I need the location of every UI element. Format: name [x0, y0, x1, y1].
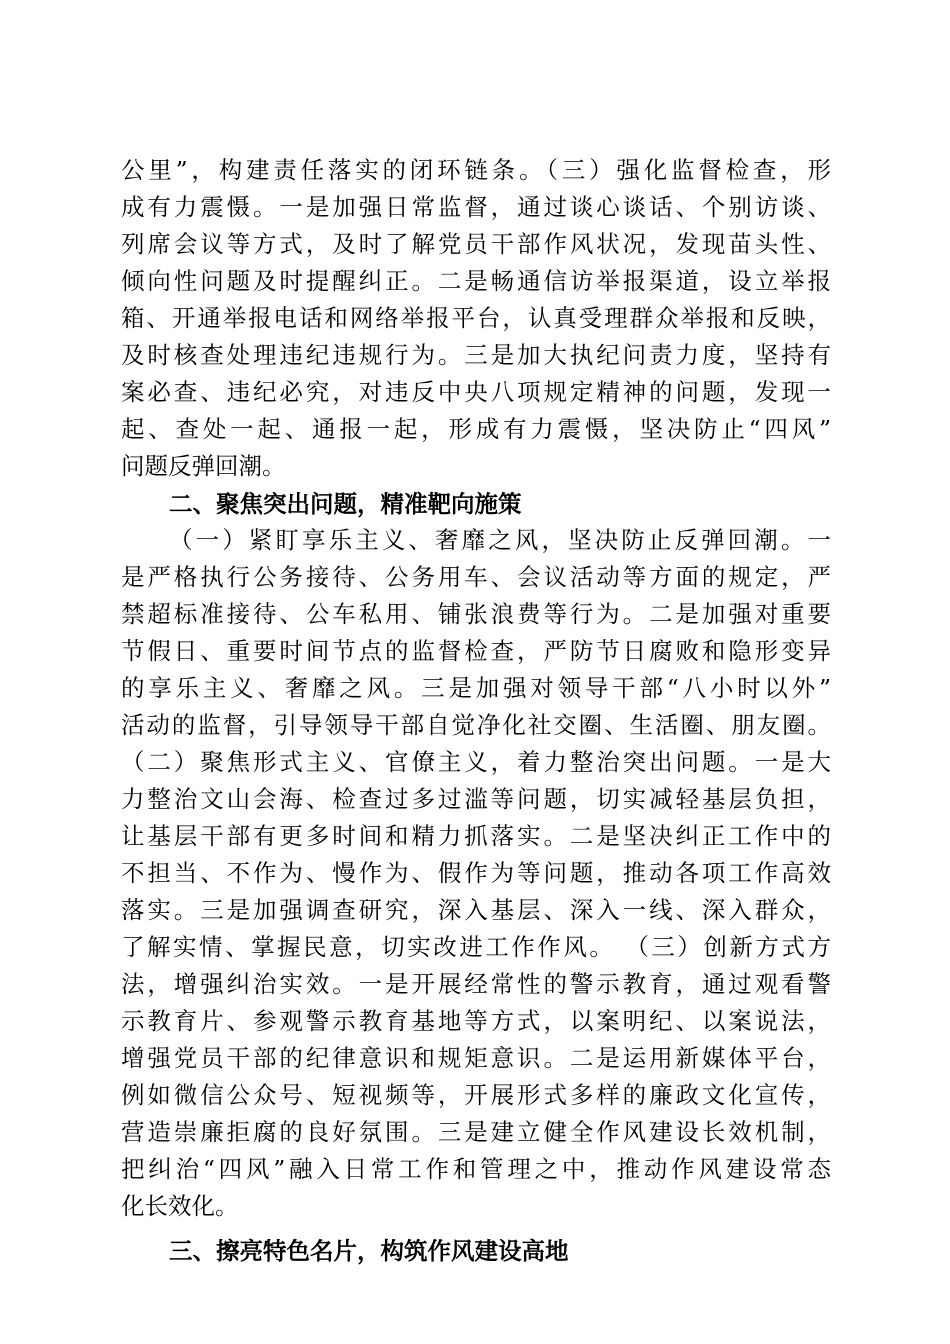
text-line: 的享乐主义、奢靡之风。三是加强对领导干部“八小时以外” [121, 674, 831, 702]
text-line: 节假日、重要时间节点的监督检查，严防节日腐败和隐形变异 [121, 637, 831, 665]
text-line: 把纠治“四风”融入日常工作和管理之中，推动作风建设常态 [121, 1155, 831, 1183]
text-line: 成有力震慑。一是加强日常监督，通过谈心谈话、个别访谈、 [121, 193, 831, 221]
section-heading-3: 三、擦亮特色名片，构筑作风建设高地 [169, 1237, 569, 1265]
text-line: 力整治文山会海、检查过多过滥等问题，切实减轻基层负担， [121, 785, 831, 813]
text-line: 列席会议等方式，及时了解党员干部作风状况，发现苗头性、 [121, 230, 831, 258]
text-line: （二）聚焦形式主义、官僚主义，着力整治突出问题。一是大 [121, 748, 831, 776]
text-line: 让基层干部有更多时间和精力抓落实。二是坚决纠正工作中的 [121, 822, 831, 850]
text-line: 禁超标准接待、公车私用、铺张浪费等行为。二是加强对重要 [121, 600, 831, 628]
text-line: 不担当、不作为、慢作为、假作为等问题，推动各项工作高效 [121, 859, 831, 887]
text-line: 法，增强纠治实效。一是开展经常性的警示教育，通过观看警 [121, 970, 831, 998]
text-line: （一）紧盯享乐主义、奢靡之风，坚决防止反弹回潮。一 [169, 526, 831, 554]
text-line: 营造崇廉拒腐的良好氛围。三是建立健全作风建设长效机制， [121, 1118, 831, 1146]
text-line: 箱、开通举报电话和网络举报平台，认真受理群众举报和反映， [121, 304, 831, 332]
text-line: 及时核查处理违纪违规行为。三是加大执纪问责力度，坚持有 [121, 341, 831, 369]
text-line: 增强党员干部的纪律意识和规矩意识。二是运用新媒体平台， [121, 1044, 831, 1072]
text-line: 倾向性问题及时提醒纠正。二是畅通信访举报渠道，设立举报 [121, 267, 831, 295]
section-heading-2: 二、聚焦突出问题，精准靶向施策 [169, 490, 522, 518]
text-line: 落实。三是加强调查研究，深入基层、深入一线、深入群众， [121, 896, 831, 924]
text-line: 活动的监督，引导领导干部自觉净化社交圈、生活圈、朋友圈。 [121, 711, 831, 739]
text-line: 了解实情、掌握民意，切实改进工作作风。 （三）创新方式方 [121, 933, 831, 961]
text-line: 是严格执行公务接待、公务用车、会议活动等方面的规定，严 [121, 563, 831, 591]
text-line: 化长效化。 [121, 1192, 239, 1220]
text-line: 起、查处一起、通报一起，形成有力震慑，坚决防止“四风” [121, 415, 831, 443]
text-line: 问题反弹回潮。 [121, 452, 286, 480]
text-line: 公里”，构建责任落实的闭环链条。（三）强化监督检查，形 [121, 156, 831, 184]
text-line: 案必查、违纪必究，对违反中央八项规定精神的问题，发现一 [121, 378, 831, 406]
text-line: 例如微信公众号、短视频等，开展形式多样的廉政文化宣传， [121, 1081, 831, 1109]
text-line: 示教育片、参观警示教育基地等方式，以案明纪、以案说法， [121, 1007, 831, 1035]
